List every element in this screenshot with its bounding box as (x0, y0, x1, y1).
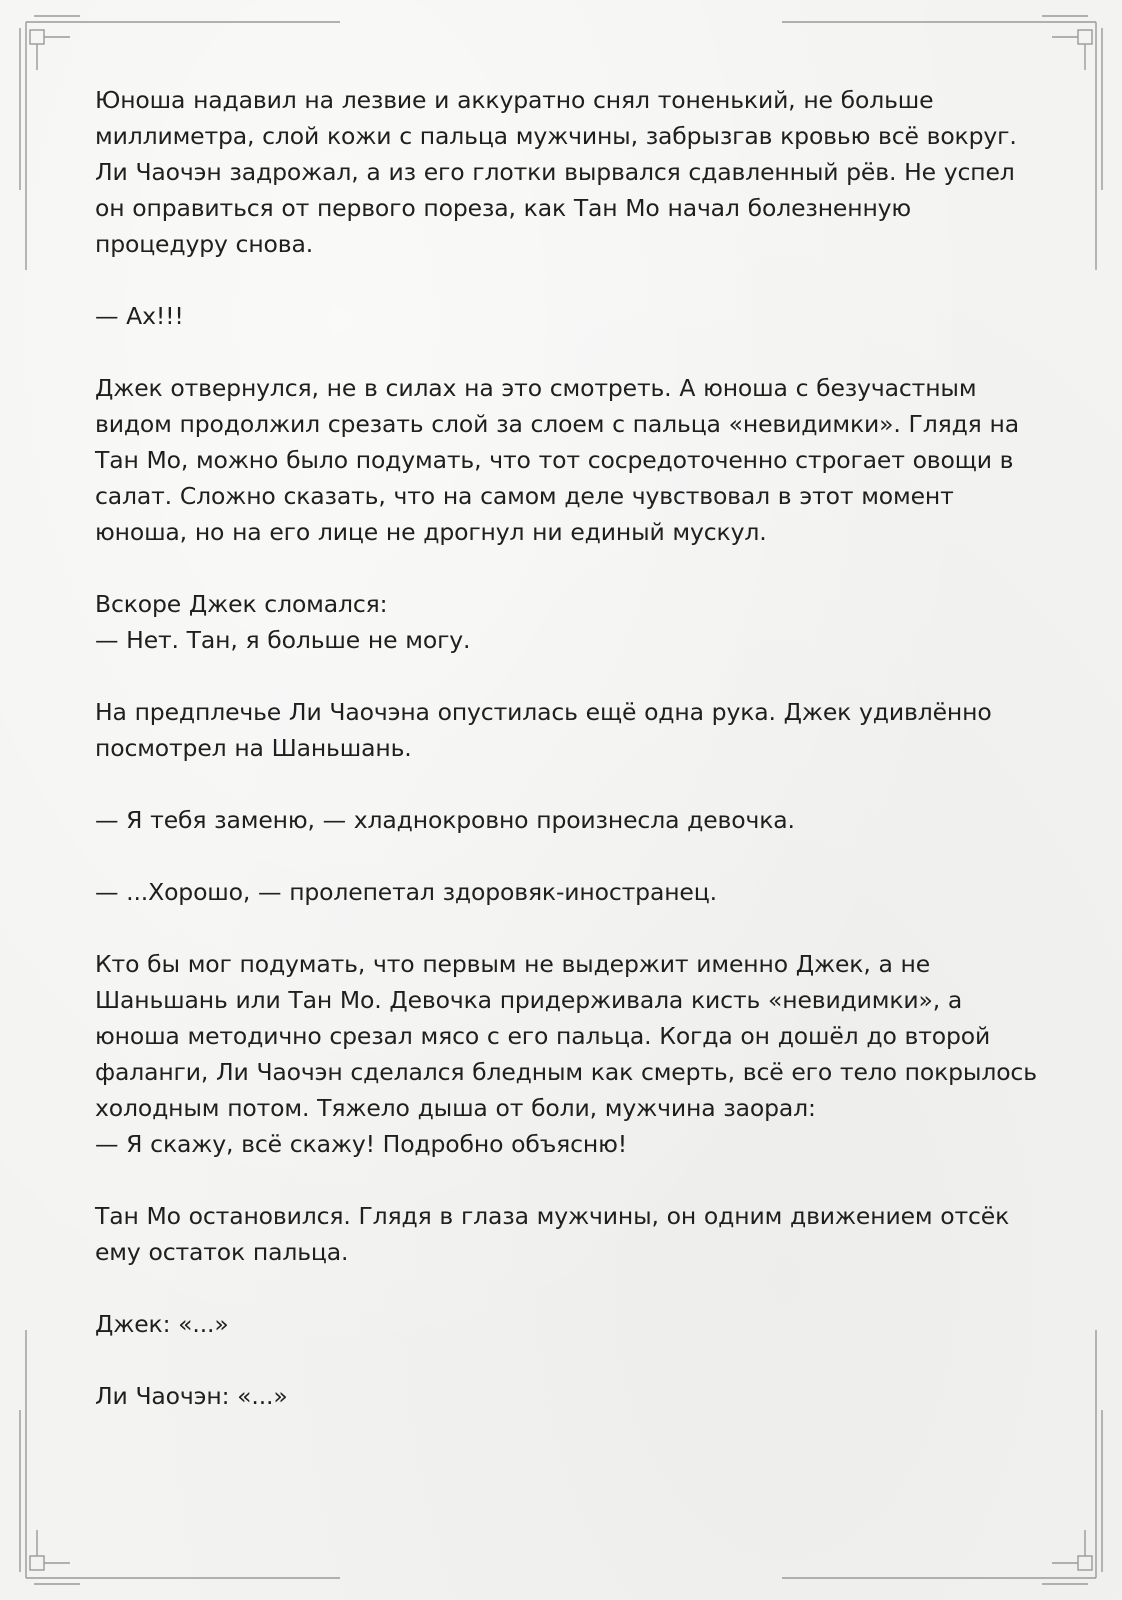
paragraph-1 (95, 82, 1030, 262)
text-line: Кто бы мог подумать, что первым не выдержит именно Джек, а не (95, 950, 931, 978)
text-line: Джек отвернулся, не в силах на это смотреть. А юноша с безучастным (95, 374, 977, 402)
text-line: юноша, но на его лице не дрогнул ни единый мускул. (95, 518, 767, 546)
text-line: фаланги, Ли Чаочэн сделался бледным как смерть, всё его тело покрылось (95, 1058, 1037, 1086)
text-line: миллиметра, слой кожи с пальца мужчины, забрызгав кровью всё вокруг. (95, 122, 1017, 150)
text-line: На предплечье Ли Чаочэна опустилась ещё одна рука. Джек удивлённо (95, 698, 992, 726)
text-line: он оправиться от первого пореза, как Тан Мо начал болезненную (95, 194, 912, 222)
text-body (95, 82, 1037, 1450)
paragraph-9 (95, 1198, 1030, 1270)
text-line: — Ах!!! (95, 302, 184, 330)
text-line: Вскоре Джек сломался: (95, 590, 388, 618)
paragraph-4 (95, 586, 1030, 658)
paragraph-6 (95, 802, 1030, 838)
text-line: Шаньшань или Тан Мо. Девочка придерживала кисть «невидимки», а (95, 986, 963, 1014)
text-line: — Я тебя заменю, — хладнокровно произнесла девочка. (95, 806, 795, 834)
text-line: ему остаток пальца. (95, 1238, 349, 1266)
text-line: салат. Сложно сказать, что на самом деле чувствовал в этот момент (95, 482, 954, 510)
paragraph-10 (95, 1306, 1030, 1342)
text-line: — ...Хорошо, — пролепетал здоровяк-иностранец. (95, 878, 717, 906)
text-line: Ли Чаочэн задрожал, а из его глотки вырвался сдавленный рёв. Не успел (95, 158, 1015, 186)
text-line: холодным потом. Тяжело дыша от боли, мужчина заорал: (95, 1094, 816, 1122)
text-line: процедуру снова. (95, 230, 314, 258)
text-line: Тан Мо остановился. Глядя в глаза мужчины, он одним движением отсёк (95, 1202, 1010, 1230)
text-line: — Нет. Тан, я больше не могу. (95, 626, 471, 654)
text-line: юноша методично срезал мясо с его пальца. Когда он дошёл до второй (95, 1022, 991, 1050)
paragraph-7 (95, 874, 1030, 910)
text-line: — Я скажу, всё скажу! Подробно объясню! (95, 1130, 628, 1158)
paragraph-8 (95, 946, 1037, 1162)
text-line: видом продолжил срезать слой за слоем с пальца «невидимки». Глядя на (95, 410, 1019, 438)
paragraph-11 (95, 1378, 1030, 1414)
text-line: Тан Мо, можно было подумать, что тот сосредоточенно строгает овощи в (95, 446, 1014, 474)
text-line: Джек: «...» (95, 1310, 229, 1338)
text-line: Юноша надавил на лезвие и аккуратно снял тоненький, не больше (95, 86, 934, 114)
paragraph-3 (95, 370, 1030, 550)
text-line: посмотрел на Шаньшань. (95, 734, 412, 762)
text-line: Ли Чаочэн: «...» (95, 1382, 288, 1410)
paragraph-2 (95, 298, 1030, 334)
paragraph-5 (95, 694, 1030, 766)
